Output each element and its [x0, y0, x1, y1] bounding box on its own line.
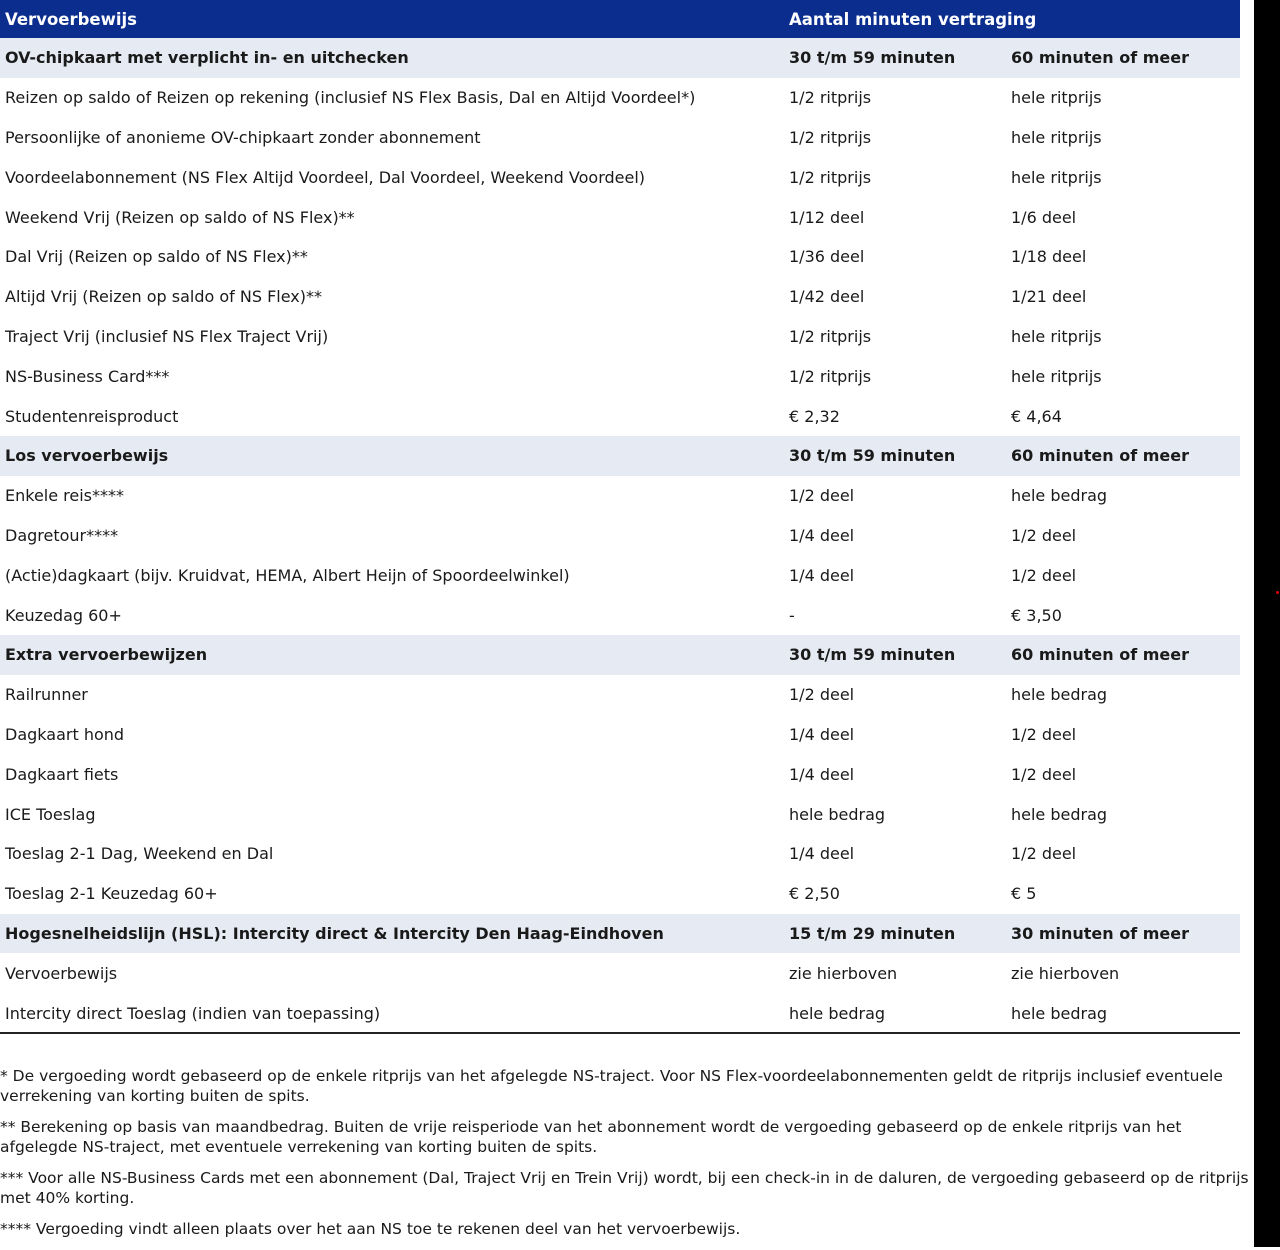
section-col2-heading: 30 t/m 59 minuten — [789, 48, 956, 68]
compensation-long-delay-cell: hele bedrag — [1011, 486, 1108, 506]
table-row — [0, 277, 1240, 317]
ticket-type-cell: Weekend Vrij (Reizen op saldo of NS Flex)** — [5, 207, 355, 227]
table-row — [0, 754, 1240, 794]
table-body — [0, 38, 1240, 1033]
table-row — [0, 157, 1240, 197]
table-row — [0, 953, 1240, 993]
ticket-type-cell: ICE Toeslag — [5, 804, 96, 824]
table-row — [0, 834, 1240, 874]
ticket-type-cell: Keuzedag 60+ — [5, 605, 122, 625]
section-header-row — [0, 436, 1240, 476]
footnote-1: * De vergoeding wordt gebaseerd op de enkele ritprijs van het afgelegde NS-traject. Voor NS Flex-voordeelabonnementen geldt de ritprijs inclusief eventuele verrekening van korting buiten de spits. — [0, 1067, 1223, 1105]
compensation-short-delay-cell: 1/4 deel — [789, 844, 855, 864]
compensation-long-delay-cell: hele ritprijs — [1011, 127, 1102, 147]
table-row — [0, 476, 1240, 516]
table-row — [0, 237, 1240, 277]
ticket-type-cell: Traject Vrij (inclusief NS Flex Traject Vrij) — [5, 326, 329, 346]
table-row — [0, 874, 1240, 914]
footnote-2: ** Berekening op basis van maandbedrag. Buiten de vrije reisperiode van het abonnement wordt de vergoeding gebaseerd op de enkele ritprijs van het afgelegde NS-traject, met eventuele verrekening van korting buiten de spits. — [0, 1118, 1182, 1156]
section-col3-heading: 60 minuten of meer — [1011, 48, 1190, 68]
section-col3-heading: 30 minuten of meer — [1011, 923, 1190, 943]
compensation-long-delay-cell: zie hierboven — [1011, 963, 1120, 983]
table-row — [0, 356, 1240, 396]
section-title: Extra vervoerbewijzen — [5, 645, 208, 665]
ticket-type-cell: Railrunner — [5, 685, 88, 705]
compensation-long-delay-cell: 1/18 deel — [1011, 247, 1087, 267]
compensation-long-delay-cell: hele ritprijs — [1011, 167, 1102, 187]
footnote-4: **** Vergoeding vindt alleen plaats over het aan NS toe te rekenen deel van het vervoerbewijs. — [0, 1220, 741, 1238]
header-col-ticket: Vervoerbewijs — [5, 9, 137, 29]
section-header-row — [0, 635, 1240, 675]
compensation-short-delay-cell: 1/2 deel — [789, 486, 855, 506]
compensation-short-delay-cell: hele bedrag — [789, 1003, 886, 1023]
ticket-type-cell: Altijd Vrij (Reizen op saldo of NS Flex)** — [5, 287, 322, 307]
red-marker-dot — [1276, 591, 1279, 594]
ticket-type-cell: Intercity direct Toeslag (indien van toepassing) — [5, 1003, 381, 1023]
compensation-long-delay-cell: 1/2 deel — [1011, 764, 1077, 784]
ticket-type-cell: Dagretour**** — [5, 525, 119, 545]
section-title: Hogesnelheidslijn (HSL): Intercity direct & Intercity Den Haag-Eindhoven — [5, 923, 664, 943]
compensation-short-delay-cell: € 2,50 — [789, 884, 840, 904]
compensation-short-delay-cell: zie hierboven — [789, 963, 898, 983]
section-title: Los vervoerbewijs — [5, 446, 169, 466]
compensation-long-delay-cell: 1/2 deel — [1011, 724, 1077, 744]
ticket-type-cell: Persoonlijke of anonieme OV-chipkaart zonder abonnement — [5, 127, 481, 147]
footnote-3: *** Voor alle NS-Business Cards met een abonnement (Dal, Traject Vrij en Trein Vrij) wordt, bij een check-in in de daluren, de vergoeding gebaseerd op de ritprijs met 40% korting. — [0, 1169, 1249, 1207]
compensation-short-delay-cell: - — [789, 605, 795, 625]
compensation-long-delay-cell: 1/2 deel — [1011, 844, 1077, 864]
footnotes — [0, 1066, 1258, 1250]
section-col2-heading: 30 t/m 59 minuten — [789, 446, 956, 466]
compensation-short-delay-cell: 1/42 deel — [789, 287, 865, 307]
ticket-type-cell: (Actie)dagkaart (bijv. Kruidvat, HEMA, Albert Heijn of Spoordeelwinkel) — [5, 565, 570, 585]
section-col3-heading: 60 minuten of meer — [1011, 446, 1190, 466]
compensation-long-delay-cell: hele ritprijs — [1011, 366, 1102, 386]
compensation-long-delay-cell: hele ritprijs — [1011, 326, 1102, 346]
compensation-long-delay-cell: € 4,64 — [1011, 406, 1062, 426]
ticket-type-cell: Studentenreisproduct — [5, 406, 179, 426]
compensation-long-delay-cell: 1/2 deel — [1011, 565, 1077, 585]
compensation-short-delay-cell: 1/4 deel — [789, 525, 855, 545]
table-row — [0, 396, 1240, 436]
table-row — [0, 78, 1240, 118]
table-row — [0, 516, 1240, 556]
compensation-long-delay-cell: € 5 — [1011, 884, 1037, 904]
table-row — [0, 595, 1240, 635]
section-col2-heading: 30 t/m 59 minuten — [789, 645, 956, 665]
compensation-long-delay-cell: 1/2 deel — [1011, 525, 1077, 545]
section-col3-heading: 60 minuten of meer — [1011, 645, 1190, 665]
table-row — [0, 317, 1240, 357]
ticket-type-cell: NS-Business Card*** — [5, 366, 170, 386]
compensation-short-delay-cell: 1/36 deel — [789, 247, 865, 267]
compensation-long-delay-cell: hele bedrag — [1011, 685, 1108, 705]
compensation-short-delay-cell: 1/4 deel — [789, 565, 855, 585]
table-header — [0, 0, 1240, 38]
compensation-long-delay-cell: € 3,50 — [1011, 605, 1062, 625]
compensation-short-delay-cell: 1/2 ritprijs — [789, 167, 872, 187]
ticket-type-cell: Toeslag 2-1 Keuzedag 60+ — [5, 884, 218, 904]
compensation-long-delay-cell: hele ritprijs — [1011, 88, 1102, 108]
ticket-type-cell: Reizen op saldo of Reizen op rekening (inclusief NS Flex Basis, Dal en Altijd Voordeel*) — [5, 88, 696, 108]
compensation-short-delay-cell: 1/4 deel — [789, 724, 855, 744]
ticket-type-cell: Dal Vrij (Reizen op saldo of NS Flex)** — [5, 247, 308, 267]
section-title: OV-chipkaart met verplicht in- en uitchecken — [5, 48, 409, 68]
table-row — [0, 197, 1240, 237]
compensation-short-delay-cell: € 2,32 — [789, 406, 840, 426]
ticket-type-cell: Toeslag 2-1 Dag, Weekend en Dal — [5, 844, 274, 864]
table-row — [0, 993, 1240, 1033]
ticket-type-cell: Vervoerbewijs — [5, 963, 118, 983]
table-row — [0, 715, 1240, 755]
compensation-long-delay-cell: 1/21 deel — [1011, 287, 1087, 307]
compensation-short-delay-cell: 1/2 ritprijs — [789, 366, 872, 386]
compensation-long-delay-cell: 1/6 deel — [1011, 207, 1077, 227]
compensation-short-delay-cell: 1/2 deel — [789, 685, 855, 705]
right-edge-bar — [1254, 0, 1280, 1247]
compensation-short-delay-cell: 1/4 deel — [789, 764, 855, 784]
table-row — [0, 555, 1240, 595]
section-col2-heading: 15 t/m 29 minuten — [789, 923, 956, 943]
ticket-type-cell: Voordeelabonnement (NS Flex Altijd Voordeel, Dal Voordeel, Weekend Voordeel) — [5, 167, 646, 187]
table-bottom-rule — [0, 1032, 1240, 1034]
compensation-short-delay-cell: 1/12 deel — [789, 207, 865, 227]
table-row — [0, 794, 1240, 834]
table-row — [0, 675, 1240, 715]
ticket-type-cell: Dagkaart fiets — [5, 764, 119, 784]
compensation-long-delay-cell: hele bedrag — [1011, 1003, 1108, 1023]
compensation-long-delay-cell: hele bedrag — [1011, 804, 1108, 824]
table-row — [0, 118, 1240, 158]
section-header-row — [0, 38, 1240, 78]
compensation-short-delay-cell: hele bedrag — [789, 804, 886, 824]
compensation-short-delay-cell: 1/2 ritprijs — [789, 326, 872, 346]
compensation-short-delay-cell: 1/2 ritprijs — [789, 127, 872, 147]
section-header-row — [0, 914, 1240, 954]
compensation-short-delay-cell: 1/2 ritprijs — [789, 88, 872, 108]
header-col-delay: Aantal minuten vertraging — [789, 9, 1037, 29]
ticket-type-cell: Dagkaart hond — [5, 724, 125, 744]
ticket-type-cell: Enkele reis**** — [5, 486, 125, 506]
